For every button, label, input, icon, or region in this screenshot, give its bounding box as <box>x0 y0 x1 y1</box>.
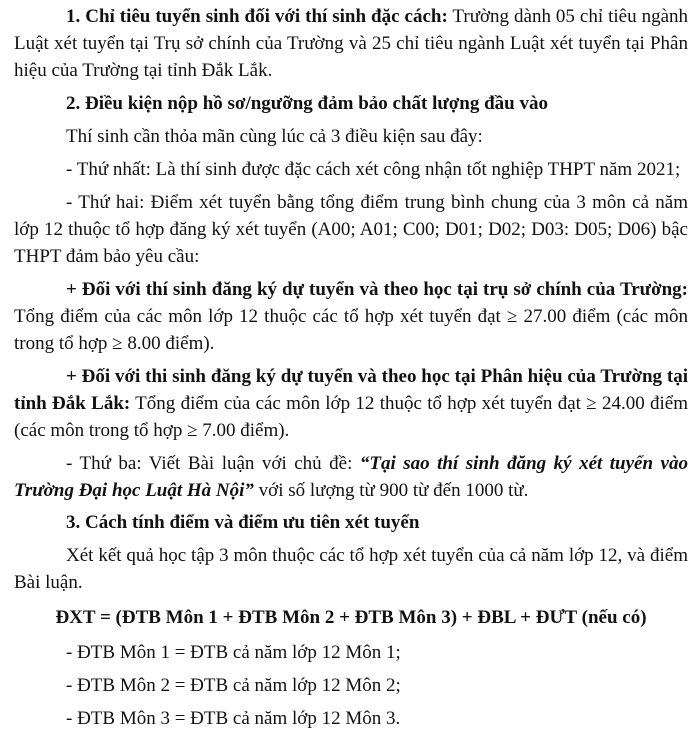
condition-3-suffix: với số lượng từ 900 từ đến 1000 từ. <box>253 479 529 501</box>
essay-topic: “Tại sao thí sinh đăng ký xét tuyển vào Trường Đại học Luật Hà Nội” <box>14 452 688 501</box>
score-formula: ĐXT = (ĐTB Môn 1 + ĐTB Môn 2 + ĐTB Môn 3) + ĐBL + ĐƯT (nếu có) <box>55 607 647 629</box>
section-1-paragraph <box>14 4 688 85</box>
condition-2: - Thứ hai: Điểm xét tuyển bằng tổng điểm trung bình chung của 3 môn cả năm lớp 12 thuộc tổ hợp đăng ký xét tuyển (A00; A01; C00; D01; D02; D03: D05; D06) bậc THPT đảm bảo yêu cầu: <box>14 191 688 267</box>
section-1-heading: 1. Chỉ tiêu tuyển sinh đối với thí sinh đặc cách: <box>66 6 448 27</box>
branch-campus-text: Tổng điểm của các môn lớp 12 thuộc tổ hợp xét tuyển đạt ≥ 24.00 điểm (các môn trong tổ hợp ≥ 7.00 điểm). <box>14 392 688 441</box>
section-3-intro: Xét kết quả học tập 3 môn thuộc các tổ hợp xét tuyển của cả năm lớp 12, và điểm Bài luận. <box>14 545 688 594</box>
branch-campus-label: + Đối với thi sinh đăng ký dự tuyển và theo học tại Phân hiệu của Trường tại tỉnh Đắk Lắk: <box>14 365 688 414</box>
condition-1: - Thứ nhất: Là thí sinh được đặc cách xét công nhận tốt nghiệp THPT năm 2021; <box>66 158 681 180</box>
section-3-heading <box>14 510 688 537</box>
section-2-intro: Thí sinh cần thỏa mãn cùng lúc cả 3 điều kiện sau đây: <box>66 125 483 147</box>
section-2-heading-text: 2. Điều kiện nộp hồ sơ/ngưỡng đảm bảo chất lượng đầu vào <box>66 92 548 114</box>
condition-3 <box>14 451 688 505</box>
condition-main-campus <box>14 277 688 358</box>
section-1-text: Trường dành 05 chỉ tiêu ngành Luật xét tuyển tại Trụ sở chính của Trường và 25 chỉ tiêu ngành Luật xét tuyển tại Phân hiệu của Trường tại tỉnh Đắk Lắk. <box>14 6 688 81</box>
main-campus-label: + Đối với thí sinh đăng ký dự tuyển và theo học tại trụ sở chính của Trường: <box>66 278 688 300</box>
condition-3-prefix: - Thứ ba: Viết Bài luận với chủ đề: <box>66 452 360 474</box>
formula-item-3: - ĐTB Môn 3 = ĐTB cả năm lớp 12 Môn 3. <box>66 708 401 730</box>
main-campus-text: Tổng điểm của các môn lớp 12 thuộc các tổ hợp xét tuyển đạt ≥ 27.00 điểm (các môn trong tổ hợp ≥ 8.00 điểm). <box>14 305 688 354</box>
section-3-heading-text: 3. Cách tính điểm và điểm ưu tiên xét tuyển <box>66 512 420 534</box>
formula-item-1: - ĐTB Môn 1 = ĐTB cả năm lớp 12 Môn 1; <box>66 642 401 664</box>
condition-branch-campus <box>14 364 688 445</box>
formula-item-2: - ĐTB Môn 2 = ĐTB cả năm lớp 12 Môn 2; <box>66 675 401 697</box>
section-2-heading <box>14 91 688 118</box>
